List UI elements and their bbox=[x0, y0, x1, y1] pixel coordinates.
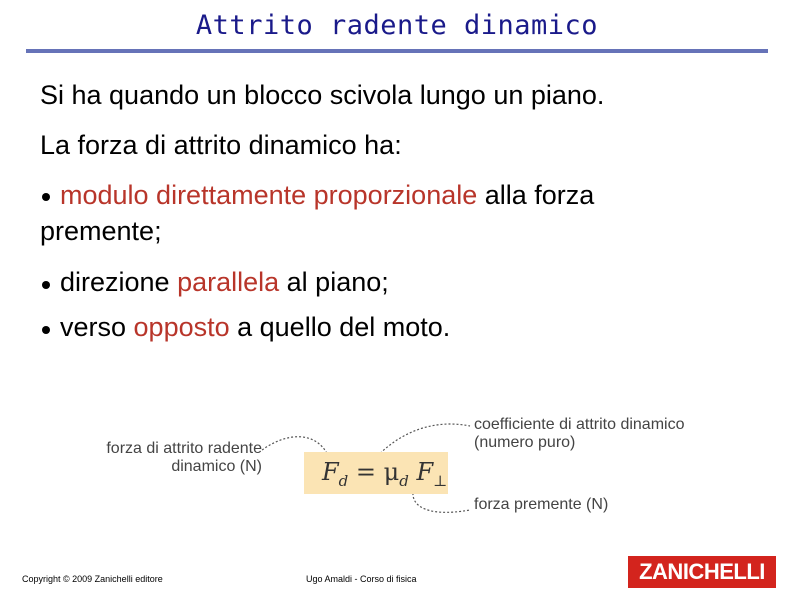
slide-title: Attrito radente dinamico bbox=[195, 10, 599, 41]
bullet-1-highlight: modulo direttamente proporzionale bbox=[60, 180, 478, 210]
bullet-3-after: a quello del moto. bbox=[229, 312, 451, 342]
friction-force-label-line1: forza di attrito radente bbox=[106, 440, 262, 457]
copyright-text: Copyright © 2009 Zanichelli editore bbox=[22, 574, 163, 584]
formula-F: F bbox=[322, 458, 339, 486]
formula-sub-d: d bbox=[399, 471, 409, 490]
bullet-3-highlight: opposto bbox=[133, 312, 230, 342]
formula-mu: μ bbox=[383, 458, 400, 486]
bullet-1-continuation: premente; bbox=[40, 216, 162, 246]
bullet-2-highlight: parallela bbox=[177, 267, 280, 297]
coefficient-label bbox=[474, 416, 684, 452]
bullet-1-after: alla forza bbox=[477, 180, 595, 210]
friction-formula bbox=[322, 458, 447, 491]
friction-force-label bbox=[106, 440, 262, 476]
bullet-3-before: verso bbox=[60, 312, 134, 342]
bullet-2-after: al piano; bbox=[279, 267, 389, 297]
subtitle-text: La forza di attrito dinamico ha: bbox=[40, 130, 402, 160]
course-text: Ugo Amaldi - Corso di fisica bbox=[306, 574, 417, 584]
coefficient-label-line2: (numero puro) bbox=[474, 434, 576, 451]
zanichelli-logo: ZANICHELLI bbox=[628, 556, 776, 588]
friction-force-label-line2: dinamico (N) bbox=[171, 458, 262, 475]
coefficient-label-line1: coefficiente di attrito dinamico bbox=[474, 416, 685, 433]
normal-force-label: forza premente (N) bbox=[474, 496, 609, 513]
formula-F: F bbox=[416, 458, 434, 486]
formula-sub-d: d bbox=[338, 471, 349, 490]
bullet-2-before: direzione bbox=[60, 267, 178, 297]
formula-equals: = bbox=[355, 458, 377, 486]
formula-perp: ⊥ bbox=[433, 471, 448, 490]
intro-text: Si ha quando un blocco scivola lungo un piano. bbox=[40, 80, 605, 110]
